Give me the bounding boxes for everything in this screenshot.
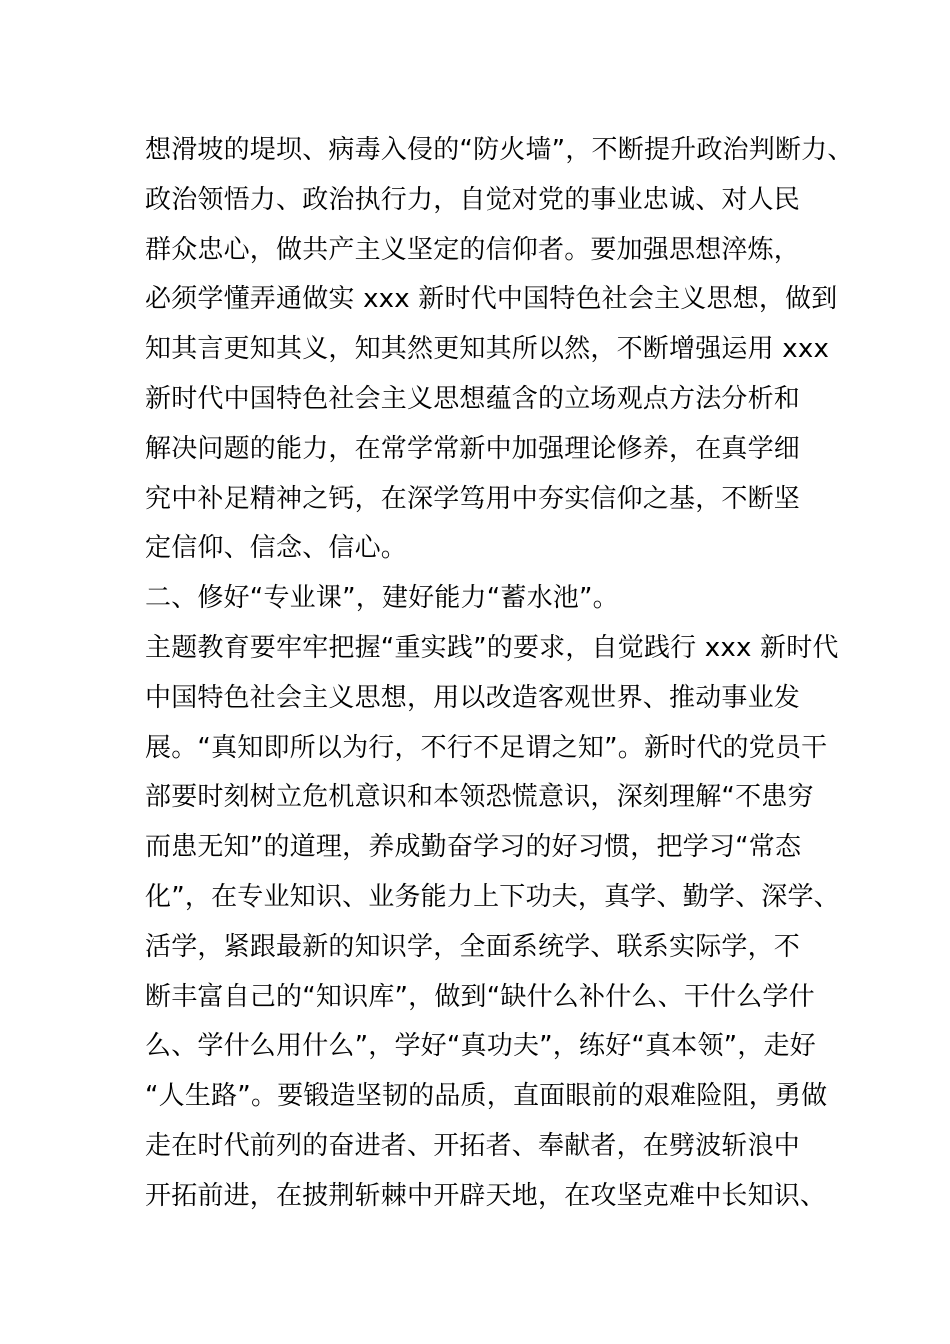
text-line: 走在时代前列的奋进者、开拓者、奉献者，在劈波斩浪中 — [145, 1130, 801, 1161]
text-line: 究中补足精神之钙，在深学笃用中夯实信仰之基，不断坚 — [145, 483, 801, 514]
text-line: 新时代中国特色社会主义思想蕴含的立场观点方法分析和 — [145, 383, 801, 414]
text-line: 而患无知”的道理，养成勤奋学习的好习惯，把学习“常态 — [145, 832, 802, 863]
section-heading: 二、修好“专业课”，建好能力“蓄水池”。 — [145, 583, 619, 614]
text-line: 主题教育要牢牢把握“重实践”的要求，自觉践行 xxx 新时代 — [145, 632, 839, 663]
text-line: 定信仰、信念、信心。 — [145, 533, 408, 564]
text-line: 群众忠心，做共产主义坚定的信仰者。要加强思想淬炼， — [145, 234, 801, 265]
text-line: 断丰富自己的“知识库”，做到“缺什么补什么、干什么学什 — [145, 981, 815, 1012]
text-line: “人生路”。要锻造坚韧的品质，直面眼前的艰难险阻，勇做 — [145, 1081, 828, 1112]
text-line: 想滑坡的堤坝、病毒入侵的“防火墙”，不断提升政治判断力、 — [145, 135, 854, 165]
text-line: 开拓前进，在披荆斩棘中开辟天地，在攻坚克难中长知识、 — [145, 1180, 827, 1211]
text-line: 必须学懂弄通做实 xxx 新时代中国特色社会主义思想，做到 — [145, 284, 838, 315]
text-line: 活学，紧跟最新的知识学，全面系统学、联系实际学，不 — [145, 931, 801, 962]
text-line: 展。“真知即所以为行，不行不足谓之知”。新时代的党员干 — [145, 732, 828, 763]
text-line: 解决问题的能力，在常学常新中加强理论修养，在真学细 — [145, 433, 801, 464]
body-text — [145, 126, 854, 1222]
text-line: 么、学什么用什么”，学好“真功夫”，练好“真本领”，走好 — [145, 1031, 816, 1062]
text-line: 中国特色社会主义思想，用以改造客观世界、推动事业发 — [145, 682, 801, 713]
text-line: 政治领悟力、政治执行力，自觉对党的事业忠诚、对人民 — [145, 184, 801, 215]
text-line: 部要时刻树立危机意识和本领恐慌意识，深刻理解“不患穷 — [145, 782, 814, 813]
text-line: 化”，在专业知识、业务能力上下功夫，真学、勤学、深学、 — [145, 881, 840, 912]
text-line: 知其言更知其义，知其然更知其所以然，不断增强运用 xxx — [145, 334, 830, 365]
